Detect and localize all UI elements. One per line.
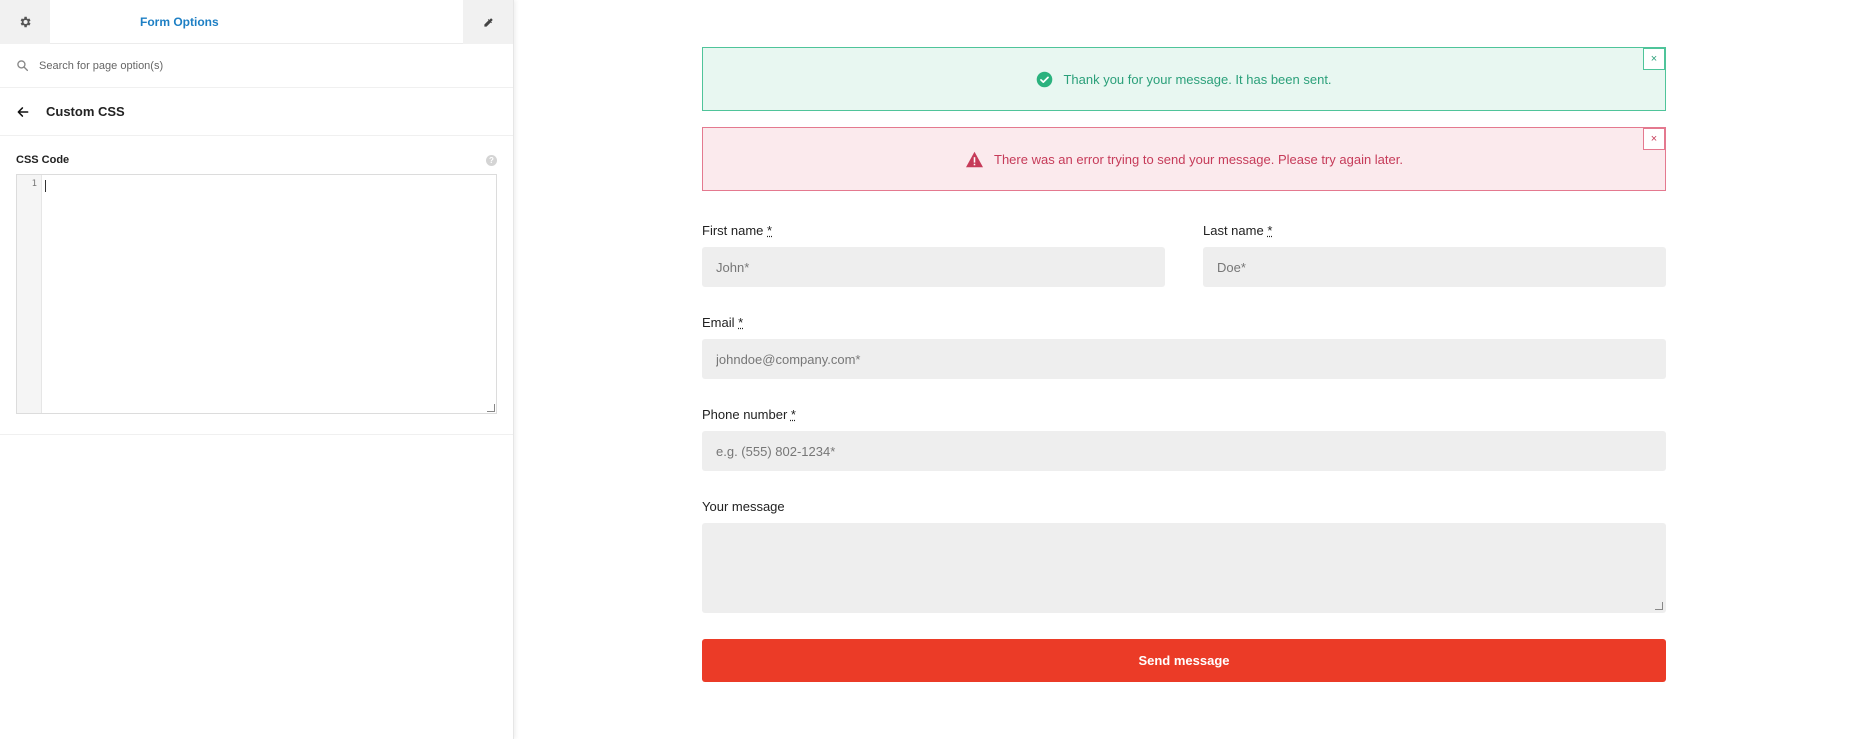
- check-circle-icon: [1036, 71, 1053, 88]
- options-sidebar: [0, 0, 514, 739]
- send-message-button[interactable]: Send message: [702, 639, 1666, 682]
- warning-icon: [965, 151, 984, 168]
- first-name-label-text: First name: [702, 223, 764, 238]
- tab-form-options-label: Form Options: [140, 14, 219, 29]
- email-label-text: Email: [702, 315, 735, 330]
- code-input-area[interactable]: [42, 175, 496, 413]
- phone-input[interactable]: [702, 431, 1666, 471]
- close-error-button[interactable]: [1643, 128, 1665, 150]
- first-name-field: [702, 223, 1165, 287]
- eyedropper-icon: [483, 17, 494, 28]
- phone-label-text: Phone number: [702, 407, 788, 422]
- message-field: [702, 499, 1666, 613]
- arrow-left-icon[interactable]: [16, 105, 30, 119]
- last-name-field: [1203, 223, 1666, 287]
- question-icon[interactable]: ?: [486, 155, 497, 166]
- first-name-input[interactable]: [702, 247, 1165, 287]
- first-name-label: [702, 223, 1165, 238]
- eyedropper-tab[interactable]: [463, 0, 513, 44]
- line-gutter: [17, 175, 42, 413]
- required-marker: *: [738, 315, 744, 330]
- css-code-label: CSS Code: [16, 154, 70, 166]
- error-message: There was an error trying to send your message. Please try again later.: [994, 151, 1403, 167]
- success-alert: [702, 47, 1666, 111]
- settings-tab[interactable]: [0, 0, 50, 44]
- message-label-text: Your message: [702, 499, 785, 514]
- required-marker: *: [767, 223, 773, 238]
- error-alert: [702, 127, 1666, 191]
- required-marker: *: [790, 407, 796, 422]
- line-number: 1: [31, 179, 37, 189]
- search-input[interactable]: [39, 60, 439, 72]
- email-field: [702, 315, 1666, 379]
- message-wrapper: [702, 523, 1666, 613]
- section-header: [16, 154, 497, 166]
- message-textarea[interactable]: [702, 523, 1666, 613]
- text-cursor: [45, 180, 46, 192]
- close-icon: ×: [1650, 53, 1658, 65]
- required-marker: *: [1267, 223, 1273, 238]
- sidebar-search: [0, 44, 513, 88]
- name-row: [702, 223, 1666, 287]
- css-code-section: [0, 136, 513, 435]
- success-message: Thank you for your message. It has been sent.: [1063, 71, 1332, 87]
- last-name-input[interactable]: [1203, 247, 1666, 287]
- last-name-label: [1203, 223, 1666, 238]
- message-label: [702, 499, 1666, 514]
- css-code-editor[interactable]: [16, 174, 497, 414]
- close-icon: ×: [1650, 133, 1658, 145]
- search-icon: [16, 59, 29, 72]
- back-row[interactable]: [0, 88, 513, 136]
- last-name-label-text: Last name: [1203, 223, 1264, 238]
- email-input[interactable]: [702, 339, 1666, 379]
- close-success-button[interactable]: [1643, 48, 1665, 70]
- phone-label: [702, 407, 1666, 422]
- panel-title: Custom CSS: [46, 104, 125, 119]
- resize-handle[interactable]: [487, 404, 495, 412]
- sidebar-tabbar: [0, 0, 513, 44]
- resize-handle[interactable]: [1655, 602, 1663, 610]
- contact-form: [702, 47, 1666, 682]
- tab-form-options[interactable]: [50, 0, 463, 43]
- gear-icon: [18, 15, 32, 29]
- phone-field: [702, 407, 1666, 471]
- email-label: [702, 315, 1666, 330]
